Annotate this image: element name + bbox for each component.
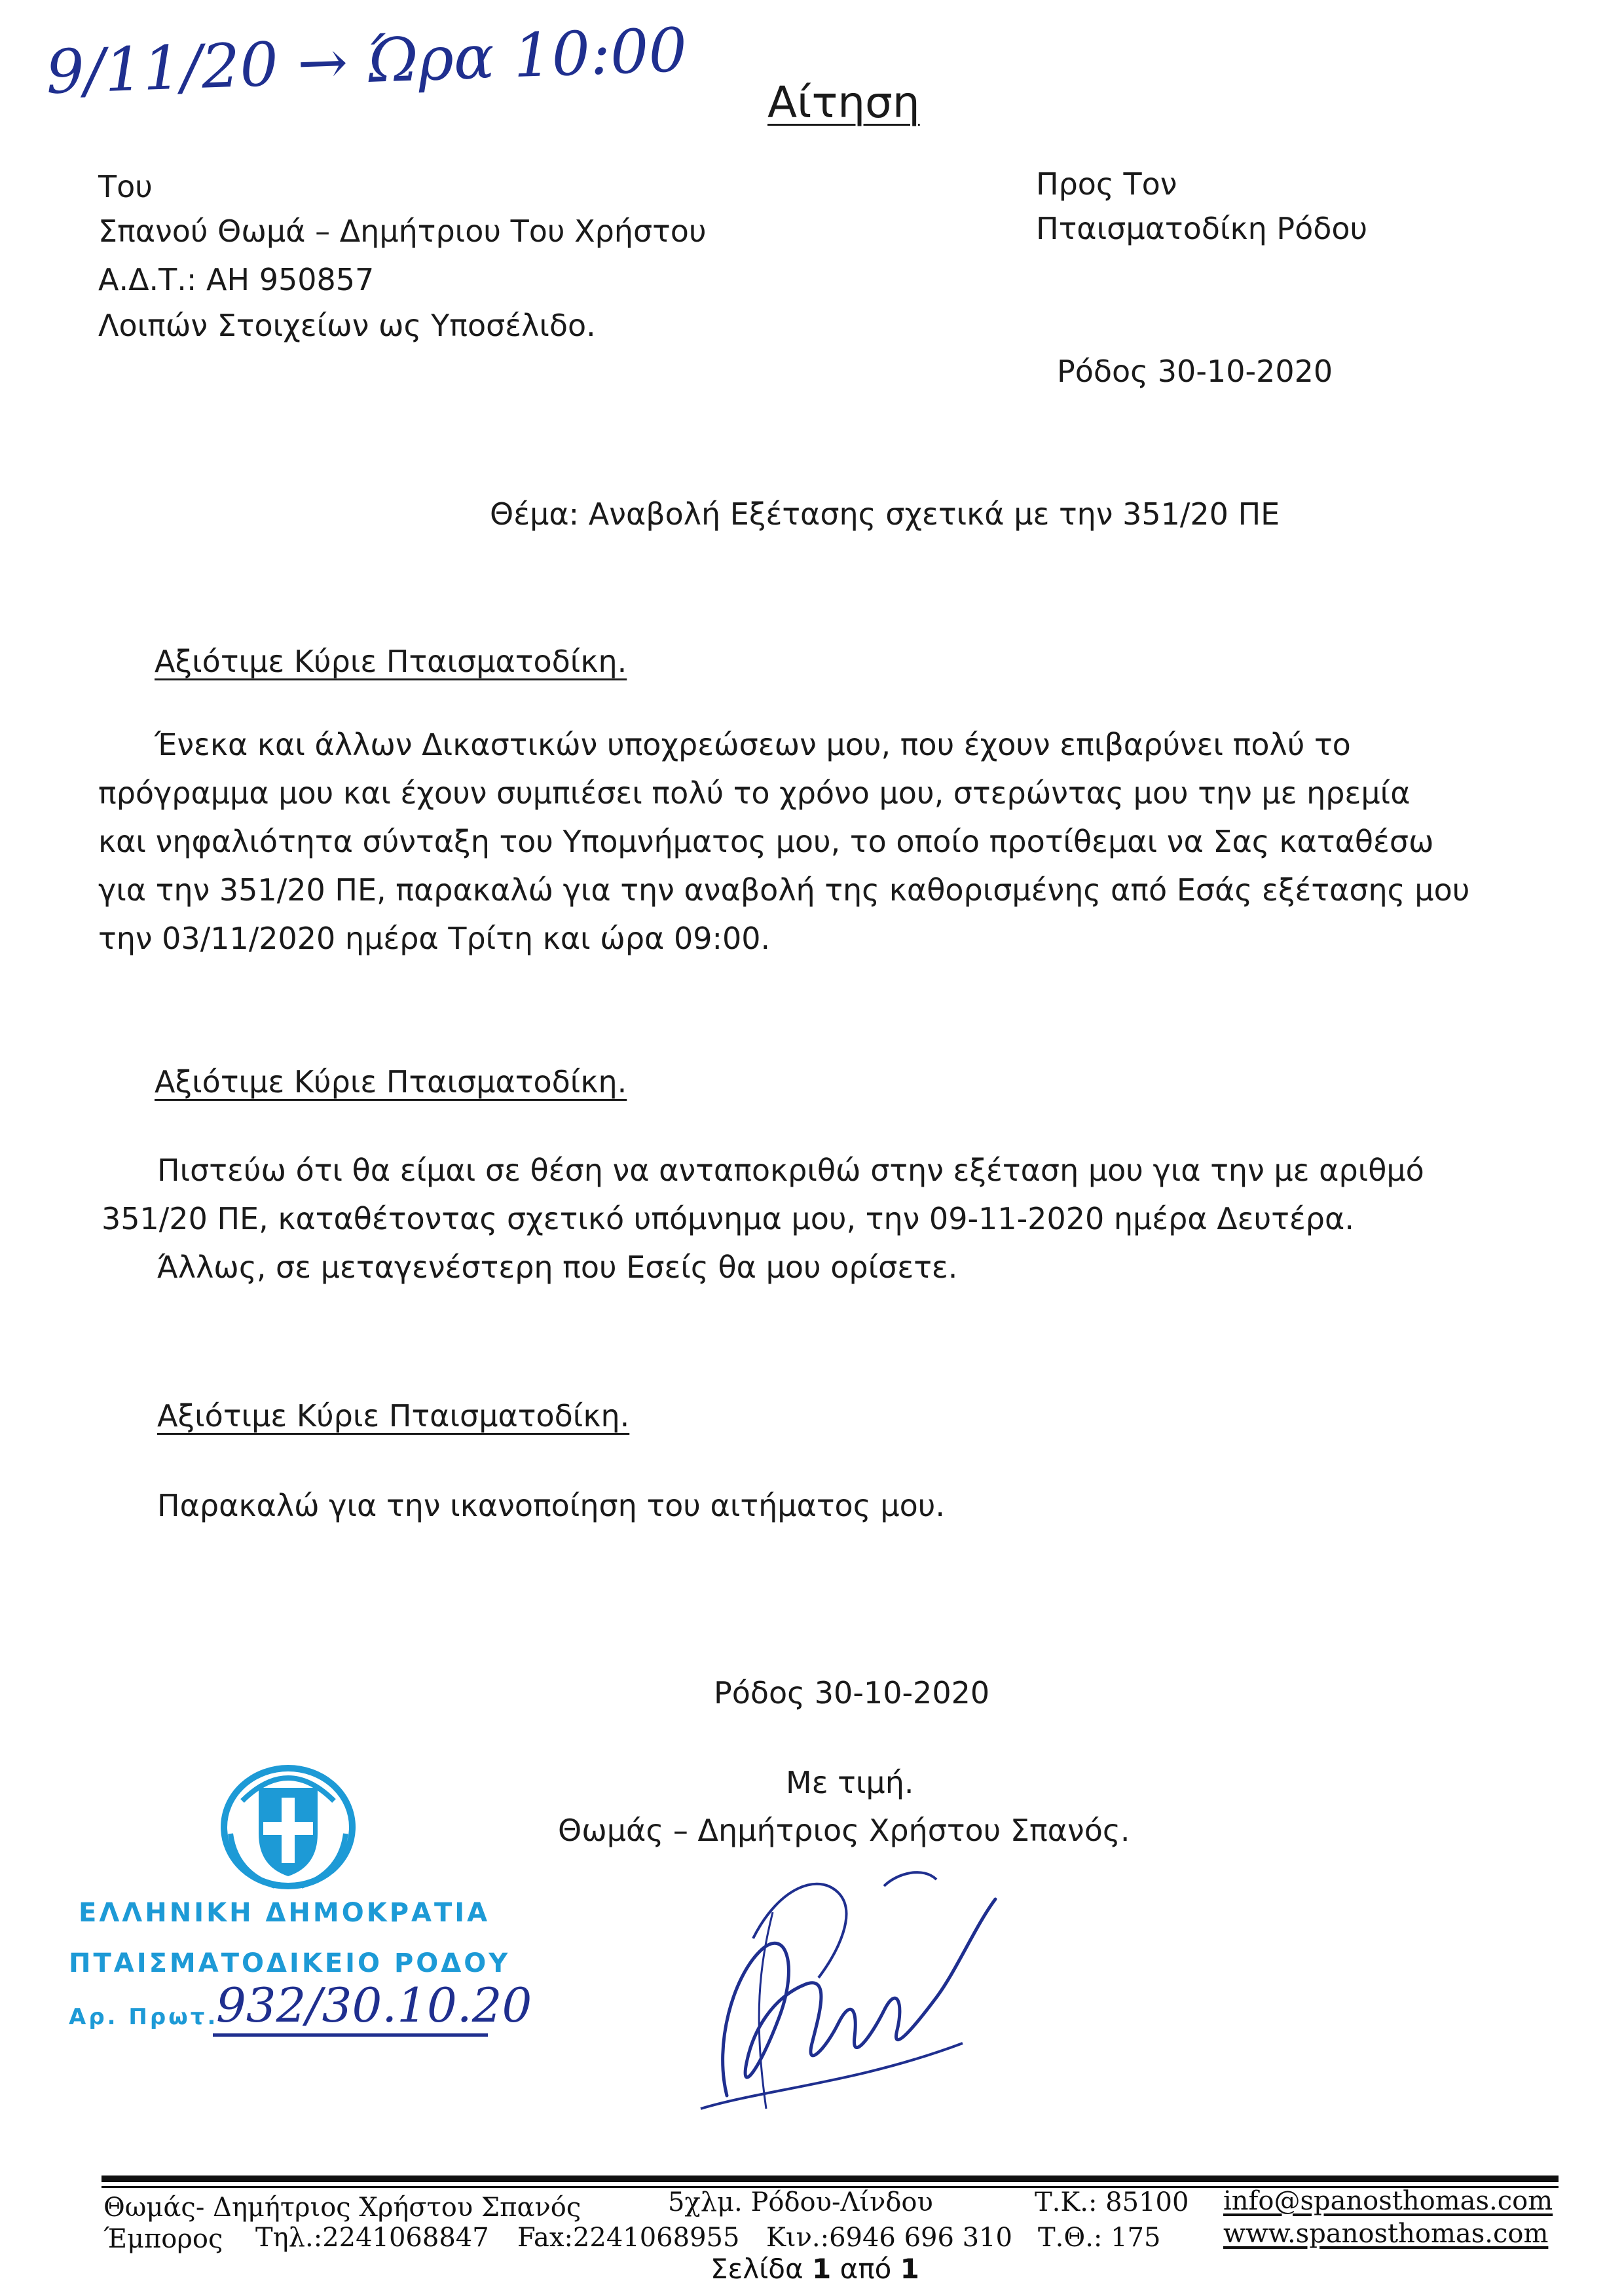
- recipient-line-1: Προς Τον: [1036, 166, 1177, 202]
- stamp-country: ΕΛΛΗΝΙΚΗ ΔΗΜΟΚΡΑΤΙΑ: [79, 1898, 490, 1928]
- footer-occupation: Έμπορος: [103, 2224, 223, 2254]
- footer-pobox: Τ.Θ.: 175: [1038, 2223, 1161, 2253]
- signature: [688, 1847, 1028, 2122]
- paragraph-1-line: για την 351/20 ΠΕ, παρακαλώ για την αναβολή της καθορισμένης από Εσάς εξέτασης μου: [98, 872, 1470, 908]
- footer-address: 5χλμ. Ρόδου-Λίνδου: [668, 2187, 933, 2217]
- handwritten-note: 9/11/20 → Ώρα 10:00: [45, 14, 688, 108]
- stamp-underline: [213, 2033, 488, 2037]
- paragraph-2-line: 351/20 ΠΕ, καταθέτοντας σχετικό υπόμνημα μου, την 09-11-2020 ημέρα Δευτέρα.: [101, 1201, 1354, 1236]
- court-stamp: [65, 1762, 563, 2063]
- sender-line-1: Του: [98, 169, 153, 204]
- paragraph-1-line: την 03/11/2020 ημέρα Τρίτη και ώρα 09:00.: [98, 921, 771, 956]
- footer-name: Θωμάς- Δημήτριος Χρήστου Σπανός: [103, 2193, 581, 2223]
- stamp-protocol-label: Αρ. Πρωτ.: [69, 2004, 219, 2030]
- page-total: 1: [900, 2253, 919, 2285]
- paragraph-2-line: Άλλως, σε μεταγενέστερη που Εσείς θα μου ορίσετε.: [157, 1250, 958, 1285]
- footer-page-number: [710, 2253, 919, 2285]
- page-current: 1: [812, 2253, 832, 2285]
- subject-line: Θέμα: Αναβολή Εξέτασης σχετικά με την 351/20 ΠΕ: [490, 496, 1280, 532]
- date-bottom: Ρόδος 30-10-2020: [714, 1675, 990, 1711]
- page-mid: από: [831, 2253, 900, 2285]
- date-top: Ρόδος 30-10-2020: [1057, 354, 1333, 389]
- paragraph-1-line: Ένεκα και άλλων Δικαστικών υποχρεώσεων μου, που έχουν επιβαρύνει πολύ το: [155, 727, 1351, 762]
- sender-note: Λοιπών Στοιχείων ως Υποσέλιδο.: [98, 308, 596, 343]
- salutation-2: Αξιότιμε Κύριε Πταισματοδίκη.: [155, 1064, 627, 1100]
- closing: Με τιμή.: [786, 1765, 914, 1800]
- footer-website-link[interactable]: www.spanosthomas.com: [1223, 2219, 1549, 2249]
- footer-phone: Τηλ.:2241068847: [255, 2223, 489, 2253]
- footer-email-link[interactable]: info@spanosthomas.com: [1223, 2186, 1553, 2216]
- footer-fax: Fax:2241068955: [517, 2223, 740, 2253]
- stamp-handwritten-number: 932/30.10.20: [216, 1978, 532, 2033]
- paragraph-1: [98, 720, 1469, 963]
- paragraph-2: [98, 1146, 1424, 1291]
- document-title: Αίτηση: [767, 77, 920, 128]
- salutation-3: Αξιότιμε Κύριε Πταισματοδίκη.: [157, 1398, 630, 1434]
- recipient-name: Πταισματοδίκη Ρόδου: [1036, 211, 1368, 246]
- paragraph-1-line: και νηφαλιότητα σύνταξη του Υπομνήματος μου, το οποίο προτίθεμαι να Σας καταθέσω: [98, 824, 1434, 859]
- page-prefix: Σελίδα: [710, 2253, 813, 2285]
- salutation-1: Αξιότιμε Κύριε Πταισματοδίκη.: [155, 644, 627, 679]
- stamp-court: ΠΤΑΙΣΜΑΤΟΔΙΚΕΙΟ ΡΟΔΟΥ: [69, 1948, 511, 1978]
- paragraph-3: Παρακαλώ για την ικανοποίηση του αιτήματος μου.: [157, 1488, 945, 1523]
- sender-name: Σπανού Θωμά – Δημήτριου Του Χρήστου: [98, 213, 707, 249]
- sender-id: Α.Δ.Τ.: ΑΗ 950857: [98, 262, 375, 297]
- paragraph-2-line: Πιστεύω ότι θα είμαι σε θέση να ανταποκριθώ στην εξέταση μου για την με αριθμό: [157, 1153, 1424, 1188]
- footer-mobile: Κιν.:6946 696 310: [766, 2223, 1012, 2253]
- footer-rule-thick: [101, 2176, 1559, 2182]
- coat-of-arms-icon: [216, 1762, 360, 1893]
- signer-name: Θωμάς – Δημήτριος Χρήστου Σπανός.: [558, 1813, 1130, 1848]
- paragraph-1-line: πρόγραμμα μου και έχουν συμπιέσει πολύ το χρόνο μου, στερώντας μου την με ηρεμία: [98, 775, 1411, 811]
- footer-postcode: Τ.Κ.: 85100: [1035, 2187, 1189, 2217]
